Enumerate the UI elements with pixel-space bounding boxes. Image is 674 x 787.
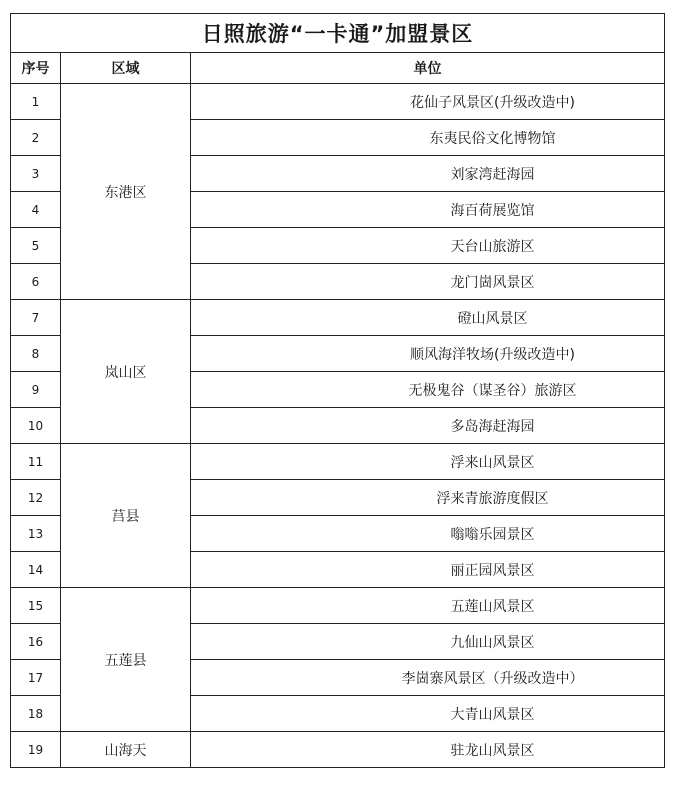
unit-cell: 浮来青旅游度假区 bbox=[191, 480, 665, 516]
unit-cell: 大青山风景区 bbox=[191, 696, 665, 732]
region-cell: 莒县 bbox=[61, 444, 191, 588]
table-title: 日照旅游“一卡通”加盟景区 bbox=[11, 14, 665, 53]
header-seq: 序号 bbox=[11, 53, 61, 84]
seq-cell: 18 bbox=[11, 696, 61, 732]
seq-cell: 2 bbox=[11, 120, 61, 156]
scenic-areas-table bbox=[10, 13, 665, 768]
unit-cell: 海百荷展览馆 bbox=[191, 192, 665, 228]
unit-cell: 丽正园风景区 bbox=[191, 552, 665, 588]
unit-cell: 无极鬼谷（谋圣谷）旅游区 bbox=[191, 372, 665, 408]
table-body bbox=[11, 84, 665, 768]
region-cell: 五莲县 bbox=[61, 588, 191, 732]
unit-cell: 多岛海赶海园 bbox=[191, 408, 665, 444]
seq-cell: 6 bbox=[11, 264, 61, 300]
unit-cell: 嗡嗡乐园景区 bbox=[191, 516, 665, 552]
unit-cell: 五莲山风景区 bbox=[191, 588, 665, 624]
seq-cell: 9 bbox=[11, 372, 61, 408]
table-row bbox=[11, 732, 665, 768]
table-row bbox=[11, 444, 665, 480]
unit-cell: 驻龙山风景区 bbox=[191, 732, 665, 768]
seq-cell: 3 bbox=[11, 156, 61, 192]
table-row bbox=[11, 300, 665, 336]
seq-cell: 5 bbox=[11, 228, 61, 264]
seq-cell: 4 bbox=[11, 192, 61, 228]
region-cell: 山海天 bbox=[61, 732, 191, 768]
table-row bbox=[11, 588, 665, 624]
unit-cell: 李崮寨风景区（升级改造中） bbox=[191, 660, 665, 696]
seq-cell: 1 bbox=[11, 84, 61, 120]
header-unit: 单位 bbox=[191, 53, 665, 84]
seq-cell: 8 bbox=[11, 336, 61, 372]
unit-cell: 龙门崮风景区 bbox=[191, 264, 665, 300]
unit-cell: 天台山旅游区 bbox=[191, 228, 665, 264]
seq-cell: 15 bbox=[11, 588, 61, 624]
seq-cell: 16 bbox=[11, 624, 61, 660]
seq-cell: 10 bbox=[11, 408, 61, 444]
header-region: 区域 bbox=[61, 53, 191, 84]
region-cell: 岚山区 bbox=[61, 300, 191, 444]
region-cell: 东港区 bbox=[61, 84, 191, 300]
unit-cell: 磴山风景区 bbox=[191, 300, 665, 336]
seq-cell: 13 bbox=[11, 516, 61, 552]
seq-cell: 19 bbox=[11, 732, 61, 768]
unit-cell: 九仙山风景区 bbox=[191, 624, 665, 660]
unit-cell: 东夷民俗文化博物馆 bbox=[191, 120, 665, 156]
unit-cell: 浮来山风景区 bbox=[191, 444, 665, 480]
seq-cell: 7 bbox=[11, 300, 61, 336]
unit-cell: 花仙子风景区(升级改造中) bbox=[191, 84, 665, 120]
unit-cell: 顺风海洋牧场(升级改造中) bbox=[191, 336, 665, 372]
unit-cell: 刘家湾赶海园 bbox=[191, 156, 665, 192]
seq-cell: 12 bbox=[11, 480, 61, 516]
table-row bbox=[11, 84, 665, 120]
seq-cell: 17 bbox=[11, 660, 61, 696]
seq-cell: 14 bbox=[11, 552, 61, 588]
seq-cell: 11 bbox=[11, 444, 61, 480]
